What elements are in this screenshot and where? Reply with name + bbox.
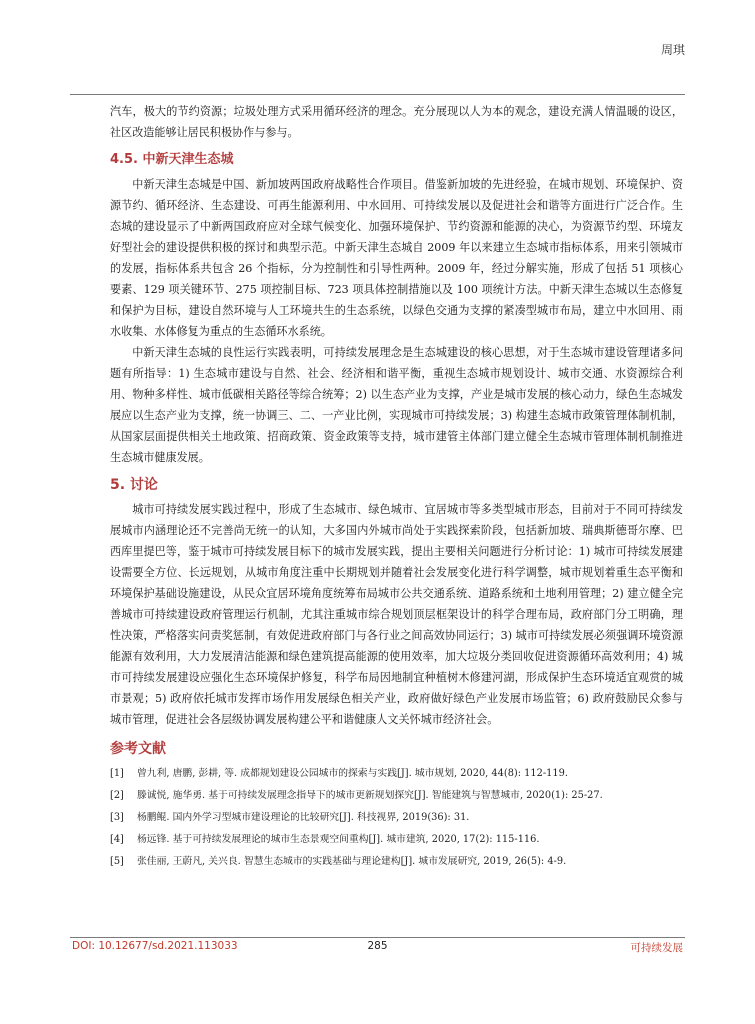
intro-paragraph: 汽车，极大的节约资源；垃圾处理方式采用循环经济的理念。充分展现以人为本的观念，建设充满人情温暖的设区，社区改造能够让居民积极协作与参与。	[110, 105, 683, 139]
reference-text: 张佳丽, 王蔚凡, 关兴良. 智慧生态城市的实践基础与理论建构[J]. 城市发展研究, 2019, 26(5): 4-9.	[137, 856, 567, 867]
references-heading: 参考文献	[110, 741, 166, 757]
reference-number: [1]	[110, 768, 124, 779]
section-4-5-paragraph-2: 中新天津生态城的良性运行实践表明，可持续发展理念是生态城建设的核心思想，对于生态城市建设管理诸多问题有所指导：1) 生态城市建设与自然、社会、经济相和谐平衡，重视生态城市规划设计、城市交通、水资源综合利用、物种多样性、城市低碳相关路径等综合统筹；2) 以生态产业为支撑，产业是城市发展的核心动力，绿色生态城发展应以生态产业为支撑，统一协调三、二、一产业比例，实现城市可持续发展；3) 构建生态城市政策管理体制机制，从国家层面提供相关土地政策、招商政策、资金政策等支持，城市建管主体部门建立健全生态城市管理体制机制推进生态城市健康发展。	[110, 346, 683, 464]
reference-item	[110, 763, 683, 785]
reference-item	[110, 851, 683, 873]
main-content	[110, 101, 683, 873]
header-divider	[70, 94, 685, 95]
reference-item	[110, 807, 683, 829]
reference-text: 滕诚悦, 施华勇. 基于可持续发展理念指导下的城市更新规划探究[J]. 智能建筑与智慧城市, 2020(1): 25-27.	[137, 790, 603, 801]
reference-number: [5]	[110, 856, 124, 867]
running-header-author: 周琪	[660, 43, 685, 57]
footer-divider	[70, 937, 685, 938]
section-heading-5: 5. 讨论	[110, 477, 158, 493]
reference-number: [4]	[110, 834, 124, 845]
reference-text: 曾九利, 唐鹏, 彭耕, 等. 成都规划建设公园城市的探索与实践[J]. 城市规划, 2020, 44(8): 112-119.	[137, 768, 568, 779]
section-heading-4-5: 4.5. 中新天津生态城	[110, 152, 234, 167]
reference-text: 杨鹏鲲. 国内外学习型城市建设理论的比较研究[J]. 科技视界, 2019(36): 31.	[137, 812, 470, 823]
reference-text: 杨远锋. 基于可持续发展理论的城市生态景观空间重构[J]. 城市建筑, 2020, 17(2): 115-116.	[137, 834, 540, 845]
section-5-paragraph: 城市可持续发展实践过程中，形成了生态城市、绿色城市、宜居城市等多类型城市形态，目前对于不同可持续发展城市内涵理论还不完善尚无统一的认知，大多国内外城市尚处于实践探索阶段，包括新加坡、瑞典斯德哥尔摩、巴西库里提巴等，鉴于城市可持续发展目标下的城市发展实践，提出主要相关问题进行分析讨论：1) 城市可持续发展建设需要全方位、长远规划，从城市角度注重中长期规划并随着社会发展变化进行科学调整，城市规划着重生态平衡和环境保护基础设施建设，从民众宜居环境角度统筹布局城市公共交通系统、道路系统和土地利用管理；2) 建立健全完善城市可持续建设政府管理运行机制，尤其注重城市综合规划顶层框架设计的科学合理布局，政府部门分工明确，理性决策，严格落实问责奖惩制，有效促进政府部门与各行业之间高效协同运行；3) 城市可持续发展必须强调环境资源能源有效利用，大力发展清洁能源和绿色建筑提高能源的使用效率，加大垃圾分类回收促进资源循环高效利用；4) 城市可持续发展建设应强化生态环境保护修复，科学布局因地制宜种植树木修建河湖，形成保护生态环境适宜观赏的城市景观；5) 政府依托城市发挥市场作用发展绿色相关产业，政府做好绿色产业发展市场监管；6) 政府鼓励民众参与城市管理，促进社会各层级协调发展构建公平和谐健康人文关怀城市经济社会。	[110, 503, 683, 726]
reference-number: [2]	[110, 790, 124, 801]
reference-item	[110, 829, 683, 851]
footer-page-number: 285	[367, 940, 388, 952]
footer-journal-name: 可持续发展	[630, 942, 683, 954]
footer-doi-link[interactable]: DOI: 10.12677/sd.2021.113033	[72, 940, 238, 952]
reference-number: [3]	[110, 812, 124, 823]
reference-item	[110, 785, 683, 807]
section-4-5-paragraph-1: 中新天津生态城是中国、新加坡两国政府战略性合作项目。借鉴新加坡的先进经验，在城市规划、环境保护、资源节约、循环经济、生态建设、可再生能源利用、中水回用、可持续发展以及促进社会和谐等方面进行广泛合作。生态城的建设显示了中新两国政府应对全球气候变化、加强环境保护、节约资源和能源的决心，为资源节约型、环境友好型社会的建设提供积极的探讨和典型示范。中新天津生态城自 2009 年以来建立生态城市指标体系，用来引领城市的发展，指标体系共包含 26 个指标，分为控制性和引导性两种。2009 年，经过分解实施，形成了包括 51 项核心要素、129 项关键环节、275 项控制目标、723 项具体控制措施以及 100 项统计方法。中新天津生态城以生态修复和保护为目标，建设自然环境与人工环境共生的生态系统，以绿色交通为支撑的紧凑型城市布局，建立中水回用、雨水收集、水体修复为重点的生态循环水系统。	[110, 178, 683, 338]
reference-list	[110, 763, 683, 873]
